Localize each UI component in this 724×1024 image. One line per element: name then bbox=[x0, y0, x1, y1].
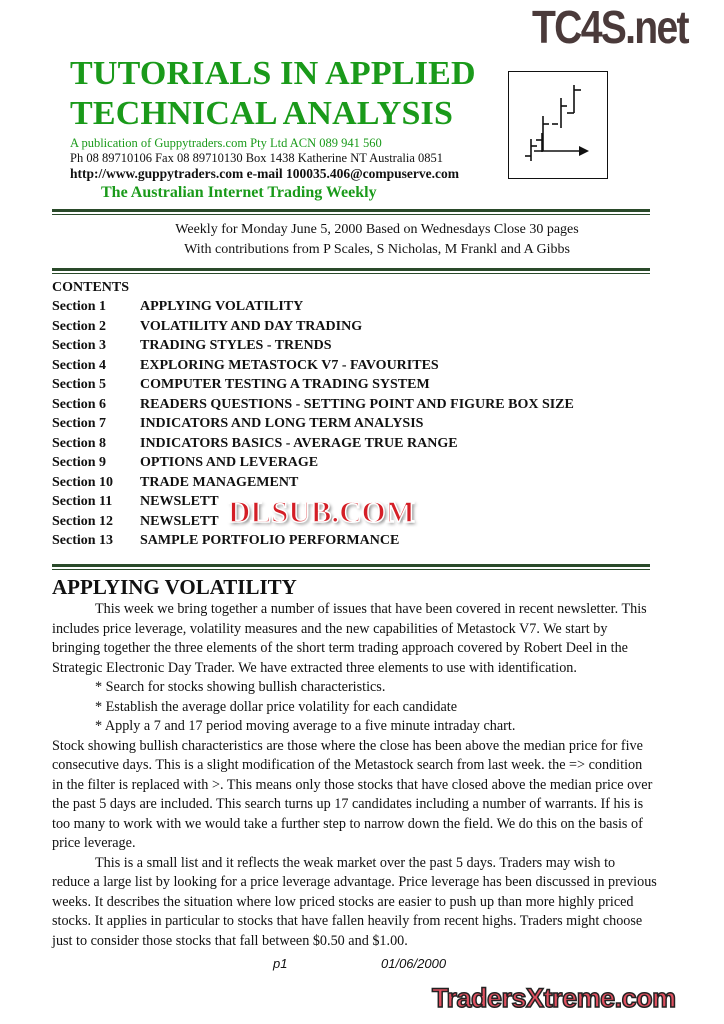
contents-item[interactable] bbox=[52, 492, 219, 512]
contents-item[interactable] bbox=[52, 317, 362, 337]
section-number: Section 9 bbox=[52, 455, 107, 470]
page-number: p1 bbox=[273, 956, 288, 971]
contents-item[interactable] bbox=[52, 297, 303, 317]
web-email-line[interactable]: http://www.guppytraders.com e-mail 100035.406@compuserve.com bbox=[70, 166, 460, 181]
section-number: Section 10 bbox=[52, 474, 114, 490]
title-line-1: TUTORIALS IN APPLIED bbox=[70, 55, 476, 92]
contents-item[interactable] bbox=[52, 395, 574, 415]
section-title: INDICATORS BASICS - AVERAGE TRUE RANGE bbox=[140, 435, 458, 451]
section-title: VOLATILITY AND DAY TRADING bbox=[140, 318, 363, 334]
section-number: Section 2 bbox=[52, 318, 107, 334]
section-title: APPLYING VOLATILITY bbox=[140, 299, 304, 314]
contact-line: Ph 08 89710106 Fax 08 89710130 Box 1438 Katherine NT Australia 0851 bbox=[70, 151, 444, 165]
section-number: Section 4 bbox=[52, 357, 107, 373]
divider bbox=[52, 209, 650, 212]
section-title: INDICATORS AND LONG TERM ANALYSIS bbox=[140, 416, 424, 431]
watermark-tradersxtreme: TradersXtreme.com bbox=[432, 983, 676, 1013]
section-title: TRADING STYLES - TRENDS bbox=[140, 338, 332, 353]
contents-item[interactable] bbox=[52, 336, 332, 356]
contents-item[interactable] bbox=[52, 434, 458, 454]
section-title: COMPUTER TESTING A TRADING SYSTEM bbox=[140, 377, 430, 392]
watermark-tc4s: TC4S.net bbox=[532, 1, 688, 53]
section-title: OPTIONS AND LEVERAGE bbox=[140, 455, 319, 470]
title-line-2: TECHNICAL ANALYSIS bbox=[70, 95, 454, 132]
contents-item[interactable] bbox=[52, 512, 219, 532]
article-line: in the filter is replaced with >. This means only those stocks that have closed above the median price over bbox=[52, 776, 653, 793]
contents-heading: CONTENTS bbox=[52, 280, 130, 295]
article-line: consecutive days. This is a slight modification of the Metastock search from last week. the => condition bbox=[52, 757, 643, 773]
section-title: TRADE MANAGEMENT bbox=[140, 474, 299, 490]
footer-date: 01/06/2000 bbox=[381, 956, 447, 971]
section-number: Section 5 bbox=[52, 377, 107, 392]
section-title: EXPLORING METASTOCK V7 - FAVOURITES bbox=[140, 357, 439, 373]
contents-item[interactable] bbox=[52, 375, 430, 395]
section-number: Section 11 bbox=[52, 494, 113, 509]
section-title: READERS QUESTIONS - SETTING POINT AND FIGURE BOX SIZE bbox=[140, 396, 574, 412]
article-line: This is a small list and it reflects the weak market over the past 5 days. Traders may wish to bbox=[95, 854, 616, 871]
contents-item[interactable] bbox=[52, 356, 439, 376]
tagline: The Australian Internet Trading Weekly bbox=[101, 184, 377, 201]
section-number: Section 6 bbox=[52, 396, 107, 412]
section-title: NEWSLETT bbox=[140, 494, 219, 509]
section-number: Section 7 bbox=[52, 416, 107, 431]
section-number: Section 1 bbox=[52, 299, 107, 314]
article-line: price leverage. bbox=[52, 835, 136, 851]
article-line: This week we bring together a number of issues that have been covered in recent newsletter. This bbox=[95, 601, 647, 617]
section-number: Section 12 bbox=[52, 513, 114, 529]
section-number: Section 13 bbox=[52, 533, 114, 548]
contents-item[interactable] bbox=[52, 453, 318, 473]
article-line: too many to work with we would take a further step to narrow down the field. We do this on the basis of bbox=[52, 815, 643, 832]
article-line: * Search for stocks showing bullish characteristics. bbox=[95, 679, 386, 695]
article-line: includes price leverage, volatility measures and the new capabilities of Metastock V7. We start by bbox=[52, 620, 608, 637]
article-line: bringing together the three elements of the short term trading approach covered by Robert Deel in the bbox=[52, 640, 628, 656]
article-line: just to consider those stocks that fall between $0.50 and $1.00. bbox=[52, 932, 408, 949]
article-line: stocks. It applies in particular to stocks that have fallen heavily from recent highs. Traders might choose bbox=[52, 913, 643, 929]
article-line: Stock showing bullish characteristics are those where the close has been above the median price for five bbox=[52, 737, 643, 754]
contents-item[interactable] bbox=[52, 473, 298, 493]
issue-line-1: Weekly for Monday June 5, 2000 Based on Wednesdays Close 30 pages bbox=[175, 222, 579, 237]
contents-item[interactable] bbox=[52, 414, 423, 434]
section-number: Section 8 bbox=[52, 435, 107, 451]
article-line: * Establish the average dollar price volatility for each candidate bbox=[95, 698, 458, 715]
article-line: Strategic Electronic Day Trader. We have extracted three elements to use with identification. bbox=[52, 659, 577, 676]
article-line: weeks. It describes the situation where low priced stocks are easier to push up than more highly priced bbox=[52, 893, 634, 910]
contents-item[interactable] bbox=[52, 531, 399, 551]
section-title: SAMPLE PORTFOLIO PERFORMANCE bbox=[140, 533, 400, 548]
divider bbox=[52, 268, 650, 271]
article-heading: APPLYING VOLATILITY bbox=[52, 575, 297, 599]
publication-line: A publication of Guppytraders.com Pty Ltd ACN 089 941 560 bbox=[70, 136, 382, 150]
divider bbox=[52, 564, 650, 567]
article-line: * Apply a 7 and 17 period moving average to a five minute intraday chart. bbox=[95, 718, 516, 734]
section-number: Section 3 bbox=[52, 338, 107, 353]
article-line: the past 5 days are included. This search turns up 17 candidates including a number of warrants. If his is bbox=[52, 796, 644, 812]
issue-line-2: With contributions from P Scales, S Nicholas, M Frankl and A Gibbs bbox=[184, 242, 570, 257]
article-line: reduce a large list by looking for a price leverage advantage. Price leverage has been discussed in previous bbox=[52, 874, 657, 890]
watermark-dlsub: DLSUB.COM bbox=[224, 494, 419, 530]
point-and-figure-chart-icon bbox=[508, 71, 608, 179]
section-title: NEWSLETT bbox=[140, 513, 219, 529]
